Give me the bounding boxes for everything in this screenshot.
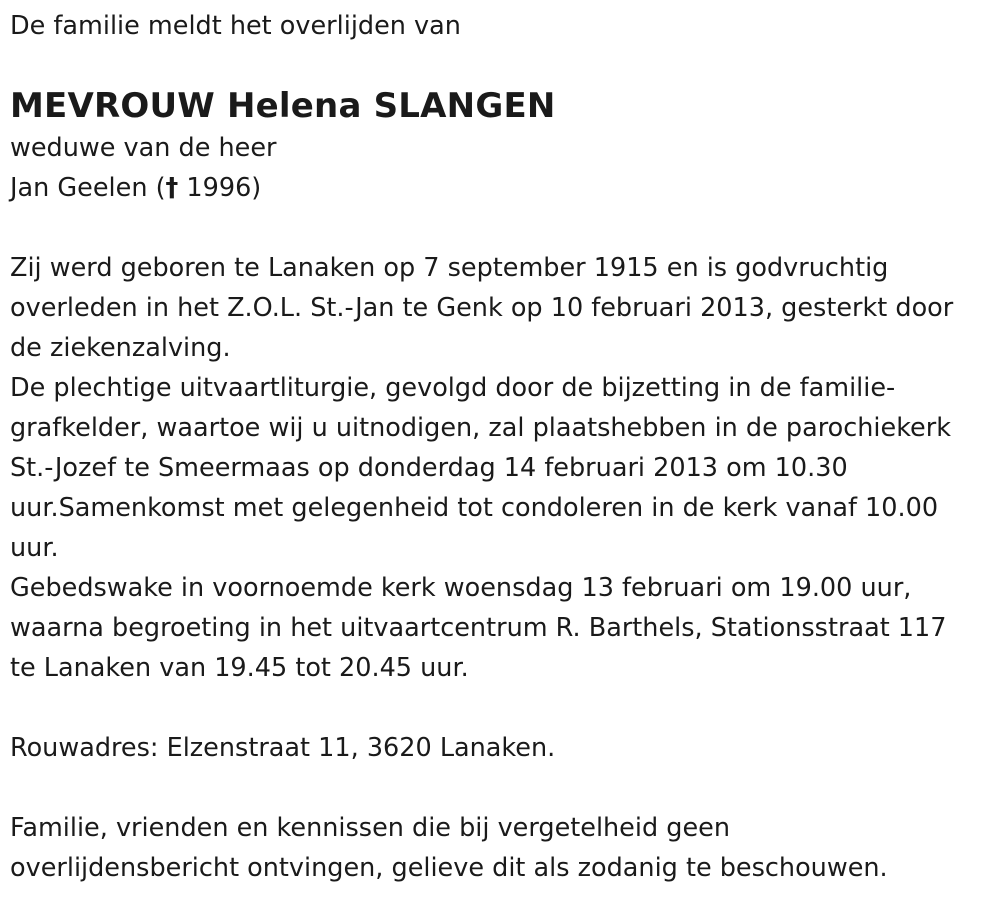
cross-icon: †: [165, 173, 179, 203]
body-line: overleden in het Z.O.L. St.-Jan te Genk op 10 februari 2013, gesterkt door: [10, 293, 954, 323]
spouse-block: [10, 128, 1000, 208]
closing-line: overlijdensbericht ontvingen, gelieve dit als zodanig te beschouwen.: [10, 853, 888, 883]
body-line: Zij werd geboren te Lanaken op 7 september 1915 en is godvruchtig: [10, 253, 889, 283]
closing-paragraph: [10, 808, 1000, 888]
body-line: waarna begroeting in het uitvaartcentrum R. Barthels, Stationsstraat 117: [10, 613, 947, 643]
spouse-line-2: [10, 168, 1000, 208]
body-line: te Lanaken van 19.45 tot 20.45 uur.: [10, 653, 469, 683]
body-paragraph: [10, 248, 1000, 688]
spacer: [10, 688, 1000, 728]
deceased-name: MEVROUW Helena SLANGEN: [10, 86, 556, 126]
mourning-address: Rouwadres: Elzenstraat 11, 3620 Lanaken.: [10, 733, 556, 763]
body-line: uur.: [10, 533, 59, 563]
body-line: St.-Jozef te Smeermaas op donderdag 14 februari 2013 om 10.30: [10, 453, 848, 483]
body-line: uur.Samenkomst met gelegenheid tot condoleren in de kerk vanaf 10.00: [10, 493, 939, 523]
death-year: 1996): [178, 173, 262, 203]
body-line: grafkelder, waartoe wij u uitnodigen, zal plaatshebben in de parochiekerk: [10, 413, 951, 443]
closing-line: Familie, vrienden en kennissen die bij vergetelheid geen: [10, 813, 730, 843]
spacer: [10, 768, 1000, 808]
body-line: De plechtige uitvaartliturgie, gevolgd door de bijzetting in de familie-: [10, 373, 896, 403]
spouse-name: Jan Geelen (: [10, 173, 166, 203]
spacer: [10, 208, 1000, 248]
intro-text: De familie meldt het overlijden van: [10, 11, 461, 41]
spouse-line-1: weduwe van de heer: [10, 133, 277, 163]
body-line: Gebedswake in voornoemde kerk woensdag 13 februari om 19.00 uur,: [10, 573, 912, 603]
body-line: de ziekenzalving.: [10, 333, 231, 363]
